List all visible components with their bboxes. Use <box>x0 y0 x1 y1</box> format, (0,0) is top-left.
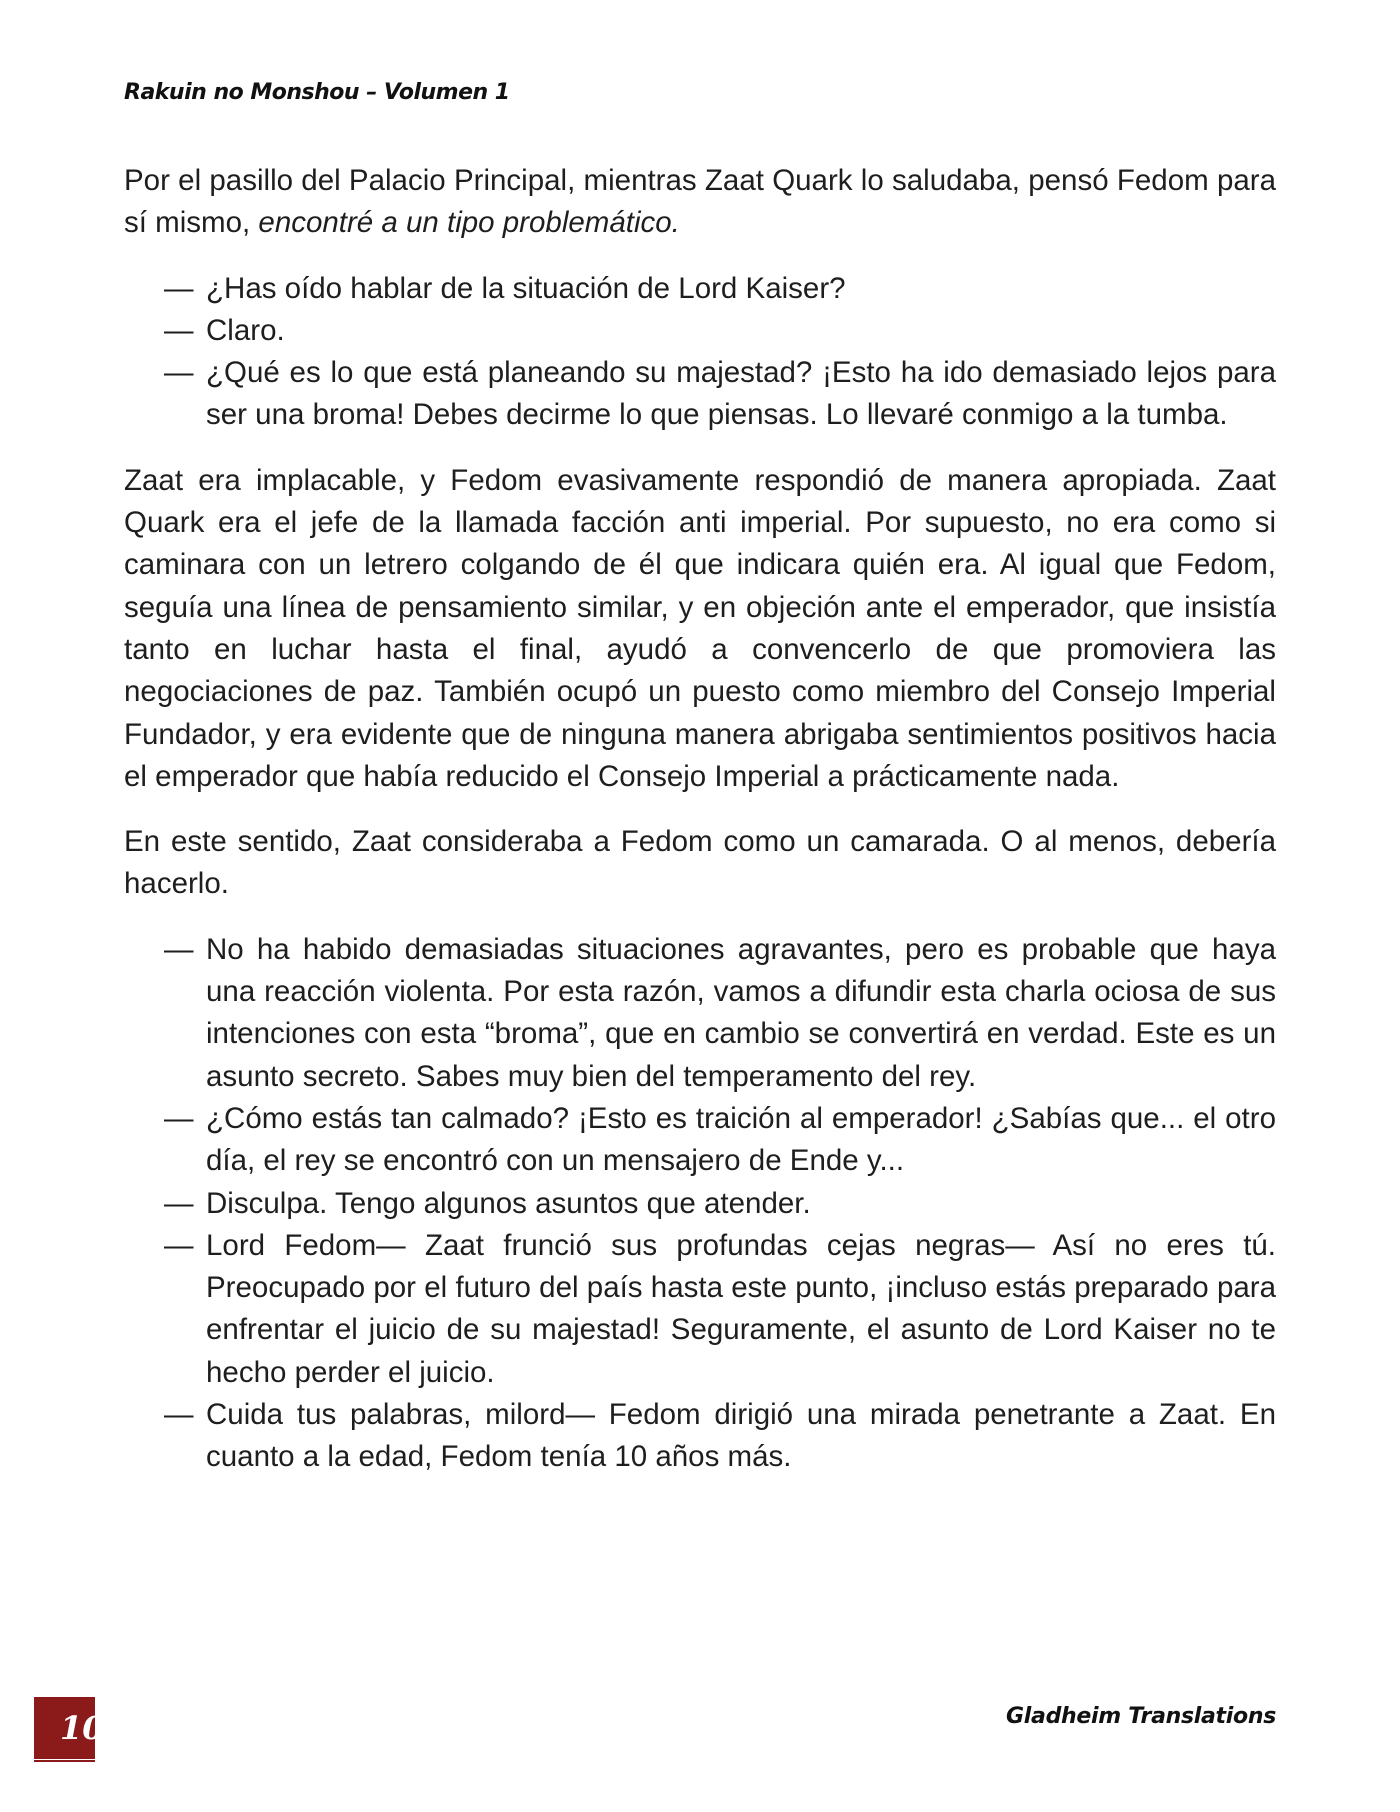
em-dash: — <box>164 932 194 966</box>
dialogue-text: No ha habido demasiadas situaciones agravantes, pero es probable que haya una reacción violenta. Por esta razón, vamos a difundir esta charla ociosa de sus intenciones con esta “broma”, que en cambio se convertirá en verdad. Este es un asunto secreto. Sabes muy bien del temperamento del rey. <box>206 932 1276 1093</box>
running-header: Rakuin no Monshou – Volumen 1 <box>124 80 510 105</box>
dialogue-text: Lord Fedom— Zaat frunció sus profundas cejas negras— Así no eres tú. Preocupado por el futuro del país hasta este punto, ¡incluso estás preparado para enfrentar el juicio de su majestad! Seguramente, el asunto de Lord Kaiser no te hecho perder el juicio. <box>206 1228 1276 1389</box>
dialogue-line <box>124 1183 1276 1225</box>
dialogue-text: Claro. <box>206 313 285 347</box>
page-number-underline <box>34 1760 95 1762</box>
page-body <box>124 160 1276 1502</box>
dialogue-line <box>124 1098 1276 1183</box>
dialogue-block-1 <box>124 268 1276 437</box>
em-dash: — <box>164 271 194 305</box>
dialogue-text: ¿Cómo estás tan calmado? ¡Esto es traición al emperador! ¿Sabías que... el otro día, el rey se encontró con un mensajero de Ende y... <box>206 1101 1276 1178</box>
dialogue-line <box>124 310 1276 352</box>
em-dash: — <box>164 1186 194 1220</box>
paragraph-1 <box>124 160 1276 245</box>
dialogue-line <box>124 1394 1276 1479</box>
dialogue-text: ¿Has oído hablar de la situación de Lord Kaiser? <box>206 271 846 305</box>
footer-brand: Gladheim Translations <box>1006 1704 1276 1729</box>
em-dash: — <box>164 1228 194 1262</box>
dialogue-line <box>124 1225 1276 1394</box>
dialogue-line <box>124 268 1276 310</box>
page-number-box <box>34 1697 105 1759</box>
em-dash: — <box>164 1398 194 1432</box>
dialogue-block-2 <box>124 929 1276 1479</box>
paragraph-3: En este sentido, Zaat consideraba a Fedom como un camarada. O al menos, debería hacerlo. <box>124 825 1276 901</box>
paragraph-2: Zaat era implacable, y Fedom evasivamente respondió de manera apropiada. Zaat Quark era el jefe de la llamada facción anti imperial. Por supuesto, no era como si caminara con un letrero colgando de él que indicara quién era. Al igual que Fedom, seguía una línea de pensamiento similar, y en objeción ante el emperador, que insistía tanto en luchar hasta el final, ayudó a convencerlo de que promoviera las negociaciones de paz. También ocupó un puesto como miembro del Consejo Imperial Fundador, y era evidente que de ninguna manera abrigaba sentimientos positivos hacia el emperador que había reducido el Consejo Imperial a prácticamente nada. <box>124 463 1276 793</box>
dialogue-line <box>124 929 1276 1098</box>
dialogue-text: Disculpa. Tengo algunos asuntos que atender. <box>206 1186 811 1220</box>
dialogue-line <box>124 352 1276 437</box>
paragraph-1-text: Por el pasillo del Palacio Principal, mientras Zaat Quark lo saludaba, pensó Fedom para sí mismo, <box>124 164 1276 240</box>
dialogue-text: ¿Qué es lo que está planeando su majestad? ¡Esto ha ido demasiado lejos para ser una broma! Debes decirme lo que piensas. Lo llevaré conmigo a la tumba. <box>206 356 1276 432</box>
em-dash: — <box>164 313 194 347</box>
em-dash: — <box>164 1101 194 1135</box>
dialogue-text: Cuida tus palabras, milord— Fedom dirigió una mirada penetrante a Zaat. En cuanto a la edad, Fedom tenía 10 años más. <box>206 1398 1276 1474</box>
em-dash: — <box>164 356 194 390</box>
page-number: 10 <box>60 1709 105 1747</box>
paragraph-1-italic-thought: encontré a un tipo problemático. <box>258 206 680 240</box>
